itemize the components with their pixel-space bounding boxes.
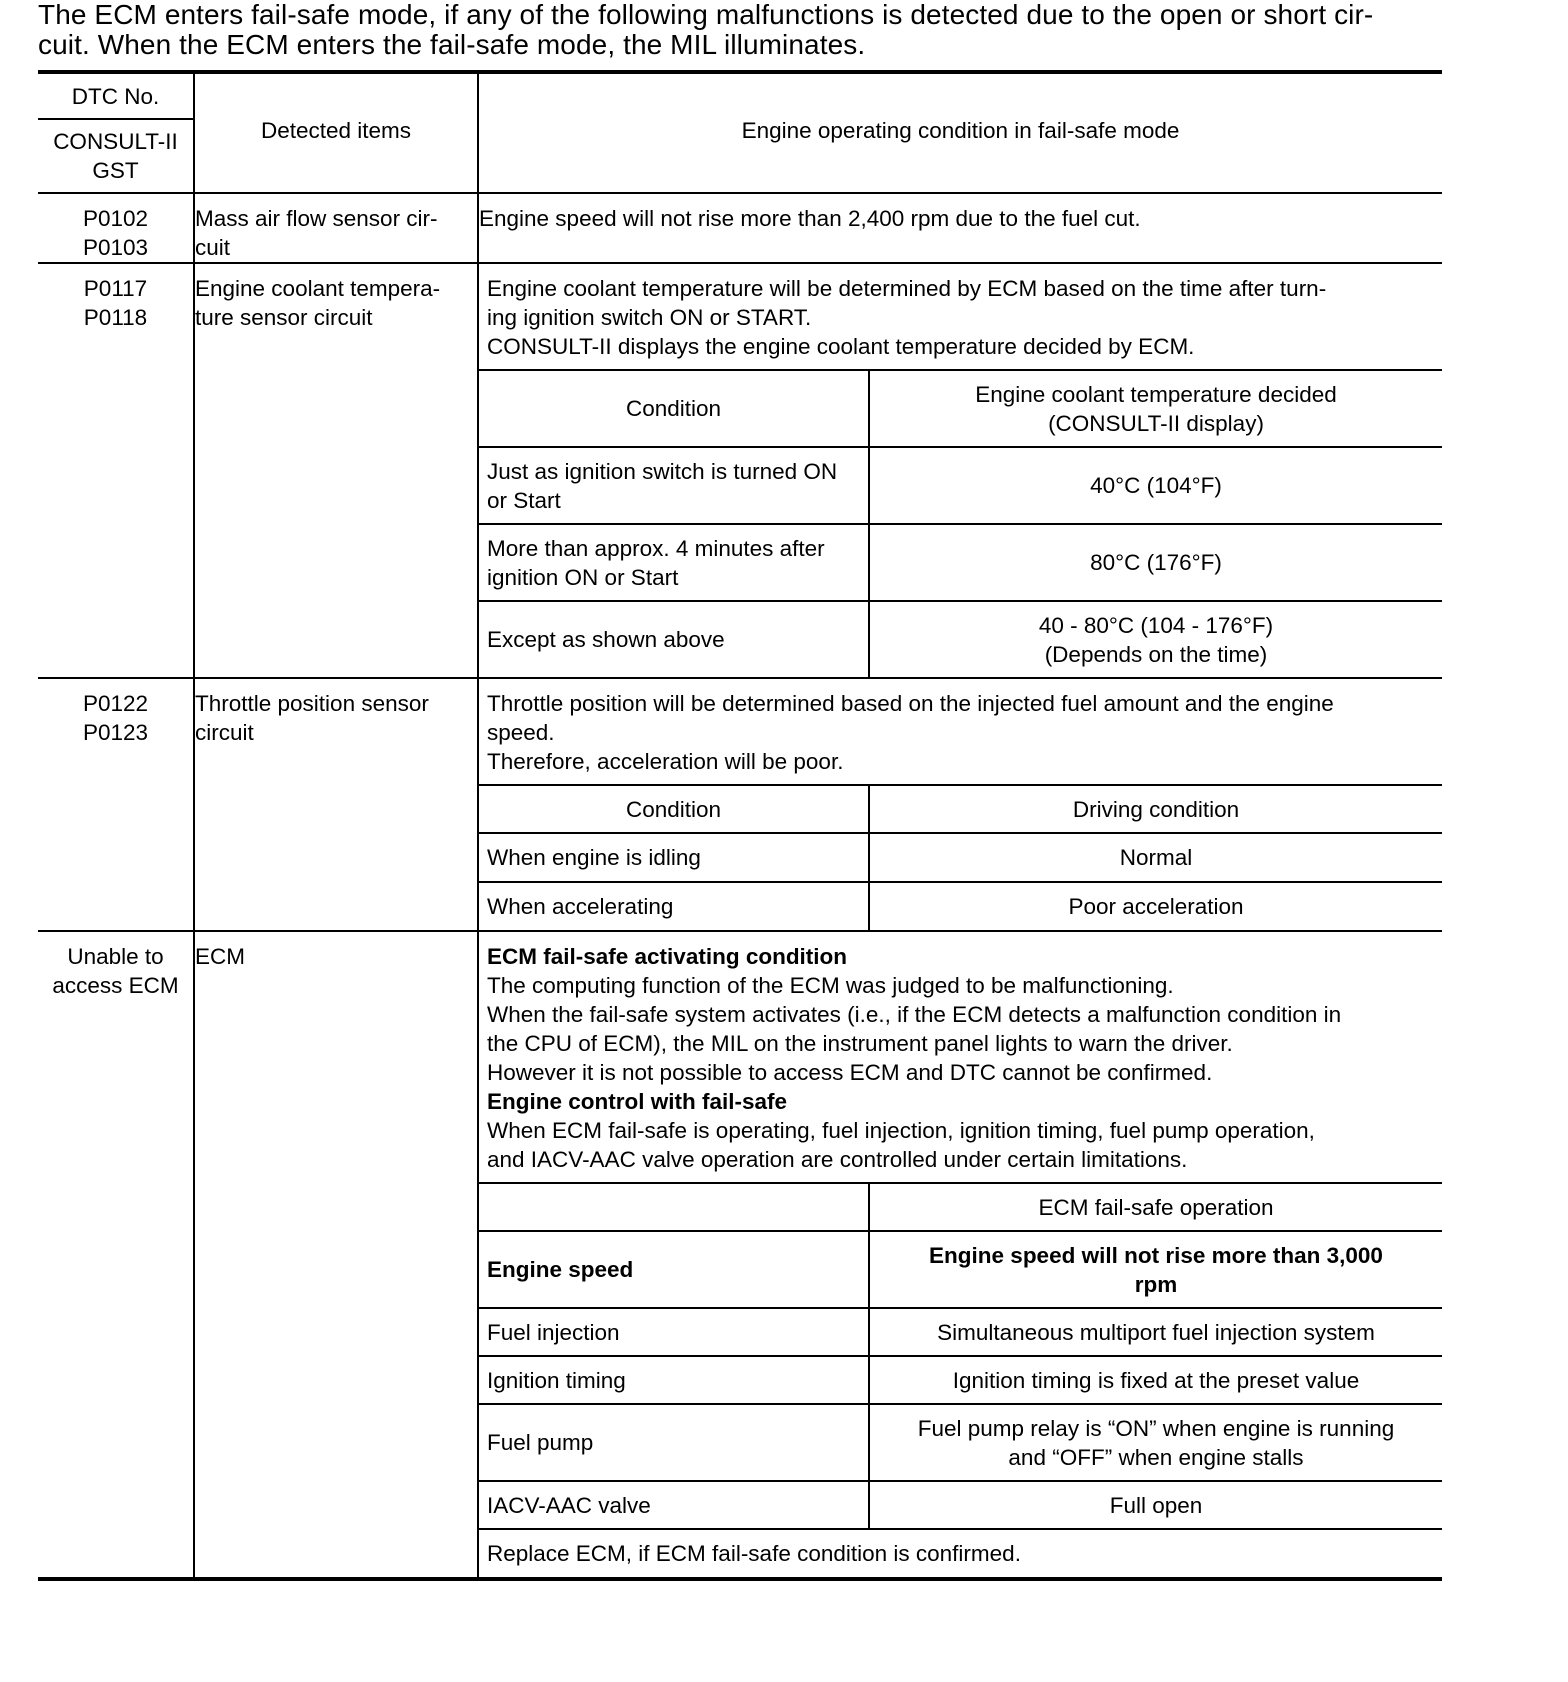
dtc-cell <box>38 678 194 931</box>
intro-line: The ECM enters fail-safe mode, if any of the following malfunctions is detected due to the open or short cir- <box>38 0 1374 30</box>
condition-cell <box>478 263 1442 678</box>
subtable-row <box>479 882 1442 930</box>
subtable-cell: Ignition timing <box>479 1356 869 1404</box>
intro-line: cuit. When the ECM enters the fail-safe mode, the MIL illuminates. <box>38 29 866 60</box>
condition-cell <box>478 193 1442 263</box>
subtable-row <box>479 833 1442 882</box>
dtc-code: P0118 <box>83 305 148 330</box>
dtc-code: P0123 <box>82 720 149 745</box>
subtable-text: ignition ON or Start <box>487 564 679 590</box>
table-row <box>38 193 1442 263</box>
detected-item-cell <box>194 193 478 263</box>
subtable-cell <box>479 447 869 524</box>
ecm-failsafe-subtable <box>479 1182 1442 1577</box>
condition-text-block <box>479 932 1442 1182</box>
subtable-text: Just as ignition switch is turned ON <box>487 458 838 484</box>
subtable-text: or Start <box>487 487 561 513</box>
subtable-cell <box>869 601 1442 677</box>
header-consult-gst <box>38 119 194 193</box>
subtable-row <box>479 1404 1442 1481</box>
subtable-cell: Engine speed <box>479 1231 869 1308</box>
condition-text: When the fail-safe system activates (i.e., if the ECM detects a malfunction condition in <box>487 1002 1342 1027</box>
dtc-cell <box>38 193 194 263</box>
dtc-code: access ECM <box>52 973 179 998</box>
detected-item-text: Mass air flow sensor cir- <box>195 206 438 231</box>
condition-text-block <box>479 264 1442 369</box>
subtable-cell <box>869 1404 1442 1481</box>
subtable-row <box>479 1308 1442 1356</box>
condition-text: Throttle position will be determined based on the injected fuel amount and the engine <box>487 691 1334 716</box>
condition-text: However it is not possible to access ECM and DTC cannot be confirmed. <box>487 1060 1213 1085</box>
dtc-code: P0102 <box>82 206 149 231</box>
detected-item-cell <box>194 263 478 678</box>
detected-item-text: cuit <box>195 235 231 260</box>
subtable-cell: When accelerating <box>479 882 869 930</box>
condition-cell <box>478 931 1442 1579</box>
subtable-row <box>479 1529 1442 1577</box>
coolant-subtable <box>479 369 1442 677</box>
section-heading: Engine control with fail-safe <box>487 1089 788 1114</box>
subtable-header-row <box>479 785 1442 833</box>
subtable-cell: Normal <box>869 833 1442 882</box>
condition-text: Engine coolant temperature will be determined by ECM based on the time after turn- <box>487 276 1327 301</box>
subtable-text: (Depends on the time) <box>1044 641 1268 667</box>
subtable-text: and “OFF” when engine stalls <box>1008 1444 1304 1470</box>
dtc-code: Unable to <box>67 944 164 969</box>
condition-text: When ECM fail-safe is operating, fuel injection, ignition timing, fuel pump operation, <box>487 1118 1315 1143</box>
subtable-header <box>479 1183 869 1231</box>
subtable-row <box>479 601 1442 677</box>
detected-item-text: ECM <box>195 944 245 969</box>
subtable-header-row <box>479 370 1442 447</box>
dtc-cell <box>38 263 194 678</box>
detected-item-text: ture sensor circuit <box>195 305 373 330</box>
header-consult: CONSULT-II <box>53 129 178 154</box>
dtc-code: P0103 <box>82 235 149 260</box>
condition-text: Engine speed will not rise more than 2,400 rpm due to the fuel cut. <box>479 206 1141 231</box>
subtable-row <box>479 1356 1442 1404</box>
header-engine-condition: Engine operating condition in fail-safe mode <box>478 72 1442 193</box>
subtable-header: Driving condition <box>869 785 1442 833</box>
subtable-row <box>479 524 1442 601</box>
subtable-cell <box>869 1231 1442 1308</box>
subtable-row <box>479 447 1442 524</box>
subtable-text: Fuel pump relay is “ON” when engine is running <box>917 1415 1395 1441</box>
subtable-header: ECM fail-safe operation <box>869 1183 1442 1231</box>
condition-cell <box>478 678 1442 931</box>
condition-text: Therefore, acceleration will be poor. <box>487 749 844 774</box>
detected-item-text: circuit <box>195 720 254 745</box>
detected-item-cell <box>194 931 478 1579</box>
subtable-cell: Fuel pump <box>479 1404 869 1481</box>
condition-text: and IACV-AAC valve operation are controlled under certain limitations. <box>487 1147 1188 1172</box>
subtable-row <box>479 1481 1442 1529</box>
table-row <box>38 931 1442 1579</box>
subtable-header-row <box>479 1183 1442 1231</box>
subtable-header <box>869 370 1442 447</box>
table-row <box>38 678 1442 931</box>
subtable-header: Condition <box>479 785 869 833</box>
subtable-cell: 80°C (176°F) <box>869 524 1442 601</box>
section-heading: ECM fail-safe activating condition <box>487 944 848 969</box>
fail-safe-table <box>38 70 1442 1581</box>
subtable-row <box>479 1231 1442 1308</box>
condition-text: ing ignition switch ON or START. <box>487 305 812 330</box>
subtable-footer: Replace ECM, if ECM fail-safe condition is confirmed. <box>479 1529 1442 1577</box>
dtc-code: P0117 <box>83 276 148 301</box>
condition-text: the CPU of ECM), the MIL on the instrument panel lights to warn the driver. <box>487 1031 1233 1056</box>
subtable-header-text: (CONSULT-II display) <box>1048 410 1264 436</box>
header-gst: GST <box>92 158 139 183</box>
subtable-header-text: Engine coolant temperature decided <box>975 381 1337 407</box>
subtable-cell <box>479 524 869 601</box>
subtable-cell: When engine is idling <box>479 833 869 882</box>
subtable-cell: Poor acceleration <box>869 882 1442 930</box>
subtable-text: Engine speed will not rise more than 3,000 <box>929 1242 1383 1268</box>
condition-text-block <box>479 679 1442 784</box>
header-detected-items: Detected items <box>194 72 478 193</box>
subtable-cell: IACV-AAC valve <box>479 1481 869 1529</box>
condition-text: The computing function of the ECM was judged to be malfunctioning. <box>487 973 1174 998</box>
table-row <box>38 263 1442 678</box>
intro-paragraph <box>38 0 1458 60</box>
header-dtc-no: DTC No. <box>38 72 194 119</box>
throttle-subtable <box>479 784 1442 930</box>
detected-item-text: Engine coolant tempera- <box>195 276 441 301</box>
subtable-cell: Fuel injection <box>479 1308 869 1356</box>
condition-text: speed. <box>487 720 555 745</box>
subtable-cell: 40°C (104°F) <box>869 447 1442 524</box>
subtable-cell: Full open <box>869 1481 1442 1529</box>
subtable-cell: Simultaneous multiport fuel injection system <box>869 1308 1442 1356</box>
subtable-text: 40 - 80°C (104 - 176°F) <box>1038 612 1274 638</box>
dtc-code: P0122 <box>82 691 149 716</box>
detected-item-text: Throttle position sensor <box>195 691 429 716</box>
subtable-text: More than approx. 4 minutes after <box>487 535 825 561</box>
subtable-header: Condition <box>479 370 869 447</box>
condition-text: CONSULT-II displays the engine coolant temperature decided by ECM. <box>487 334 1195 359</box>
subtable-text: rpm <box>1134 1271 1178 1297</box>
subtable-cell: Ignition timing is fixed at the preset value <box>869 1356 1442 1404</box>
dtc-cell <box>38 931 194 1579</box>
subtable-cell: Except as shown above <box>479 601 869 677</box>
detected-item-cell <box>194 678 478 931</box>
